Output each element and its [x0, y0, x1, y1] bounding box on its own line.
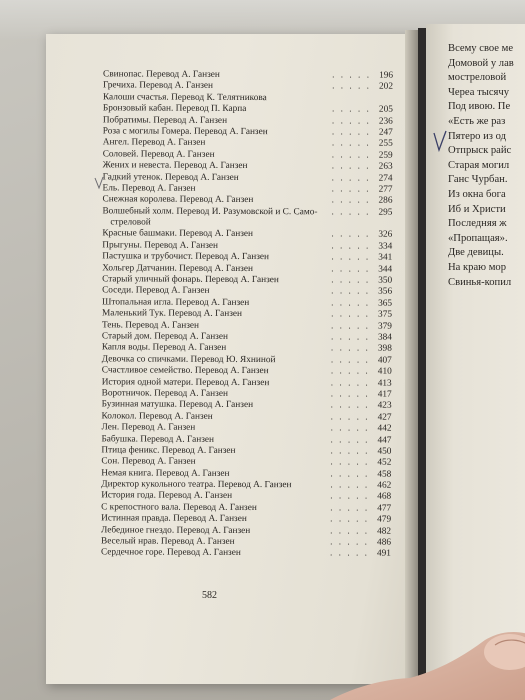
toc-leader-dots: . . . . .: [330, 343, 370, 354]
toc-leader-dots: . . . . .: [330, 446, 370, 457]
toc-entry-page: 410: [377, 366, 392, 377]
toc-entry-page: 450: [377, 446, 392, 457]
right-page-line: «Пропащая».: [448, 232, 508, 244]
toc-entry-page: 413: [377, 378, 392, 389]
toc-entry-page: 196: [379, 70, 394, 81]
toc-leader-dots: . . . . .: [331, 309, 371, 320]
toc-entry-title: Директор кукольного театра. Перевод А. Ганзен: [101, 479, 292, 491]
toc-entry-title: Веселый нрав. Перевод А. Ганзен: [100, 536, 235, 547]
toc-leader-dots: . . . . .: [330, 514, 370, 525]
toc-entry-page: 274: [378, 173, 393, 184]
toc-leader-dots: . . . . .: [331, 286, 371, 297]
toc-leader-dots: . . . . .: [330, 537, 370, 548]
toc-entry-page: 417: [377, 389, 392, 400]
toc-leader-dots: . . . . .: [331, 104, 371, 115]
toc-entry: [101, 548, 391, 561]
toc-entry-title: Хольгер Датчанин. Перевод А. Ганзен: [102, 263, 253, 274]
toc-entry-title: Бабушка. Перевод А. Ганзен: [101, 433, 215, 445]
toc-entry-title: Сердечное горе. Перевод А. Ганзен: [100, 547, 241, 559]
toc-entry-title: Волшебный холм. Перевод И. Разумовской и С. Само-: [102, 206, 318, 217]
toc-entry-page: 398: [377, 343, 392, 355]
toc-entry-title: Старый уличный фонарь. Перевод А. Ганзен: [102, 274, 279, 286]
toc-leader-dots: . . . . .: [330, 457, 370, 468]
toc-entry-page: 202: [379, 81, 394, 93]
toc-entry-page: 356: [378, 286, 393, 298]
toc-leader-dots: . . . . .: [331, 161, 371, 172]
toc-entry-title: История одной матери. Перевод А. Ганзен: [101, 376, 270, 388]
toc-entry-title: Капля воды. Перевод А. Ганзен: [101, 342, 227, 354]
toc-leader-dots: . . . . .: [330, 423, 370, 434]
right-page-line: Свинья-копил: [448, 276, 512, 288]
toc-entry-page: 263: [378, 161, 393, 172]
toc-leader-dots: . . . . .: [330, 469, 370, 480]
toc-entry-title: Роза с могилы Гомера. Перевод А. Ганзен: [102, 126, 268, 138]
toc-entry-title: Девочка со спичками. Перевод Ю. Яхниной: [101, 354, 276, 365]
toc-leader-dots: . . . . .: [331, 195, 371, 206]
toc-entry-title: История года. Перевод А. Ганзен: [101, 490, 233, 502]
right-page-line: Всему свое ме: [448, 43, 514, 54]
toc-entry-title: Сон. Перевод А. Ганзен: [101, 456, 196, 468]
toc-leader-dots: . . . . .: [331, 241, 371, 252]
toc-entry-title: Воротничок. Перевод А. Ганзен: [101, 388, 228, 399]
toc-entry-page: 491: [376, 548, 391, 560]
toc-entry-page: 375: [378, 309, 393, 320]
toc-entry-page: 427: [377, 412, 392, 423]
toc-entry-page: 407: [377, 355, 392, 366]
toc-entry-title: Соседи. Перевод А. Ганзен: [102, 285, 210, 297]
right-page-line: Старая могил: [448, 159, 510, 171]
toc-entry-title: Свинопас. Перевод А. Ганзен: [103, 69, 220, 80]
toc-entry-page: 479: [377, 514, 392, 525]
toc-entry-page: 468: [377, 492, 392, 503]
toc-entry-page: 384: [377, 332, 392, 343]
toc-entry-title: Тень. Перевод А. Ганзен: [101, 319, 200, 331]
toc-entry-title: Бронзовый кабан. Перевод П. Карпа: [102, 103, 247, 115]
table-of-contents: [101, 69, 393, 560]
toc-entry-page: 326: [378, 230, 393, 241]
toc-entry-title: Прыгуны. Перевод А. Ганзен: [102, 240, 219, 251]
toc-leader-dots: . . . . .: [330, 332, 370, 343]
toc-leader-dots: . . . . .: [330, 389, 370, 400]
toc-leader-dots: . . . . .: [330, 400, 370, 411]
toc-entry-title: Снежная королева. Перевод А. Ганзен: [102, 194, 254, 206]
right-page-line: Две девицы.: [448, 247, 504, 259]
toc-leader-dots: . . . . .: [331, 207, 371, 218]
book-cover-edge: [418, 28, 426, 698]
toc-entry-page: 486: [377, 537, 392, 548]
toc-entry-title: Маленький Тук. Перевод А. Ганзен: [101, 308, 243, 320]
toc-leader-dots: . . . . .: [332, 81, 372, 92]
toc-leader-dots: . . . . .: [331, 172, 371, 184]
toc-entry-title: Красные башмаки. Перевод А. Ганзен: [102, 228, 254, 240]
toc-entry-title: Соловей. Перевод А. Ганзен: [102, 149, 215, 160]
toc-entry-title: Колокол. Перевод А. Ганзен: [101, 411, 213, 422]
toc-entry-page: 442: [377, 423, 392, 434]
right-page-line: Ганс Чурбан.: [448, 174, 508, 186]
right-page-line: Домовой у лав: [448, 57, 514, 69]
toc-entry-page: 458: [377, 469, 392, 480]
toc-entry-page: 482: [377, 526, 392, 537]
toc-entry-page: 295: [378, 207, 393, 218]
toc-entry-title: Гречиха. Перевод А. Ганзен: [102, 80, 214, 92]
toc-entry-title: стреловой: [110, 217, 151, 228]
toc-leader-dots: . . . . .: [330, 525, 370, 537]
right-page-line: Пятеро из од: [448, 130, 506, 142]
toc-entry-page: 350: [378, 275, 393, 286]
right-page-line: «Есть же раз: [448, 115, 506, 127]
right-page-line: Под ивою. Пе: [448, 101, 511, 113]
right-page-line: Череа тысячу: [448, 86, 510, 98]
right-page-line: Из окна бога: [448, 188, 506, 200]
toc-entry-title: Штопальная игла. Перевод А. Ганзен: [102, 297, 250, 308]
toc-leader-dots: . . . . .: [331, 275, 371, 286]
toc-entry-title: Ель. Перевод А. Ганзен: [102, 183, 196, 194]
toc-entry-title: Бузинная матушка. Перевод А. Ганзен: [101, 399, 254, 411]
page-number: 582: [202, 590, 217, 601]
toc-entry-page: 255: [378, 138, 393, 149]
toc-leader-dots: . . . . .: [331, 184, 371, 195]
toc-leader-dots: . . . . .: [330, 548, 369, 559]
toc-entry-page: 334: [378, 241, 393, 252]
toc-leader-dots: . . . . .: [330, 412, 370, 423]
right-page-line: На краю мор: [448, 261, 507, 273]
toc-leader-dots: . . . . .: [331, 264, 371, 275]
toc-entry-title: Гадкий утенок. Перевод А. Ганзен: [102, 171, 239, 183]
toc-entry-title: Птица феникс. Перевод А. Ганзен: [101, 445, 236, 456]
toc-leader-dots: . . . . .: [330, 503, 370, 514]
toc-leader-dots: . . . . .: [331, 138, 371, 149]
toc-entry-title: Калоши счастья. Перевод К. Телятникова: [102, 92, 267, 103]
toc-leader-dots: . . . . .: [331, 229, 371, 241]
hand-holding-book: [300, 600, 525, 700]
right-page-line: Иб и Христи: [448, 203, 506, 215]
toc-entry-page: 379: [377, 321, 392, 332]
toc-leader-dots: . . . . .: [330, 355, 370, 366]
toc-entry-title: Немая книга. Перевод А. Ганзен: [101, 468, 230, 479]
right-page-line: мостреловой: [448, 72, 507, 84]
toc-leader-dots: . . . . .: [331, 127, 371, 138]
toc-leader-dots: . . . . .: [330, 434, 370, 446]
toc-entry-title: Жених и невеста. Перевод А. Ганзен: [102, 160, 248, 172]
toc-entry-title: Счастливое семейство. Перевод А. Ганзен: [101, 365, 269, 377]
toc-leader-dots: . . . . .: [330, 480, 370, 491]
pencil-margin-mark: [94, 176, 104, 190]
ink-check-mark: [433, 130, 447, 152]
right-page-line: Последняя ж: [448, 218, 507, 230]
toc-entry-title: Лебединое гнездо. Перевод А. Ганзен: [101, 524, 251, 536]
toc-entry-page: 452: [377, 457, 392, 468]
toc-leader-dots: . . . . .: [330, 491, 370, 502]
toc-entry-page: 344: [378, 264, 393, 275]
toc-leader-dots: . . . . .: [330, 366, 370, 377]
toc-leader-dots: . . . . .: [331, 252, 371, 263]
toc-entry-page: 205: [378, 104, 393, 115]
toc-entry-page: 341: [378, 252, 393, 263]
right-page-line: Отпрыск райс: [448, 145, 512, 157]
toc-leader-dots: . . . . .: [332, 70, 372, 81]
toc-entry-page: 236: [378, 116, 393, 127]
toc-entry-page: 286: [378, 195, 393, 206]
toc-entry-page: 447: [377, 435, 392, 446]
toc-leader-dots: . . . . .: [331, 298, 371, 309]
toc-entry-title: Истинная правда. Перевод А. Ганзен: [101, 513, 247, 525]
toc-entry-title: С крепостного вала. Перевод А. Ганзен: [101, 502, 257, 513]
toc-entry-page: 462: [377, 480, 392, 491]
toc-entry-title: Пастушка и трубочист. Перевод А. Ганзен: [102, 251, 270, 263]
toc-entry-page: 247: [378, 127, 393, 138]
toc-entry-title: Побратимы. Перевод А. Ганзен: [102, 114, 228, 126]
toc-entry-page: 259: [378, 150, 393, 161]
toc-entry-title: Ангел. Перевод А. Ганзен: [102, 137, 206, 149]
toc-leader-dots: . . . . .: [331, 150, 371, 161]
toc-leader-dots: . . . . .: [331, 115, 371, 127]
toc-entry-title: Лен. Перевод А. Ганзен: [101, 422, 196, 433]
toc-entry-page: 477: [377, 503, 392, 514]
toc-entry-title: Старый дом. Перевод А. Ганзен: [101, 331, 229, 342]
toc-entry-page: 423: [377, 400, 392, 411]
toc-entry-page: 365: [378, 298, 393, 309]
toc-leader-dots: . . . . .: [330, 377, 370, 389]
right-page-text: [448, 42, 525, 290]
toc-leader-dots: . . . . .: [331, 320, 370, 332]
toc-entry-page: 277: [378, 184, 393, 195]
